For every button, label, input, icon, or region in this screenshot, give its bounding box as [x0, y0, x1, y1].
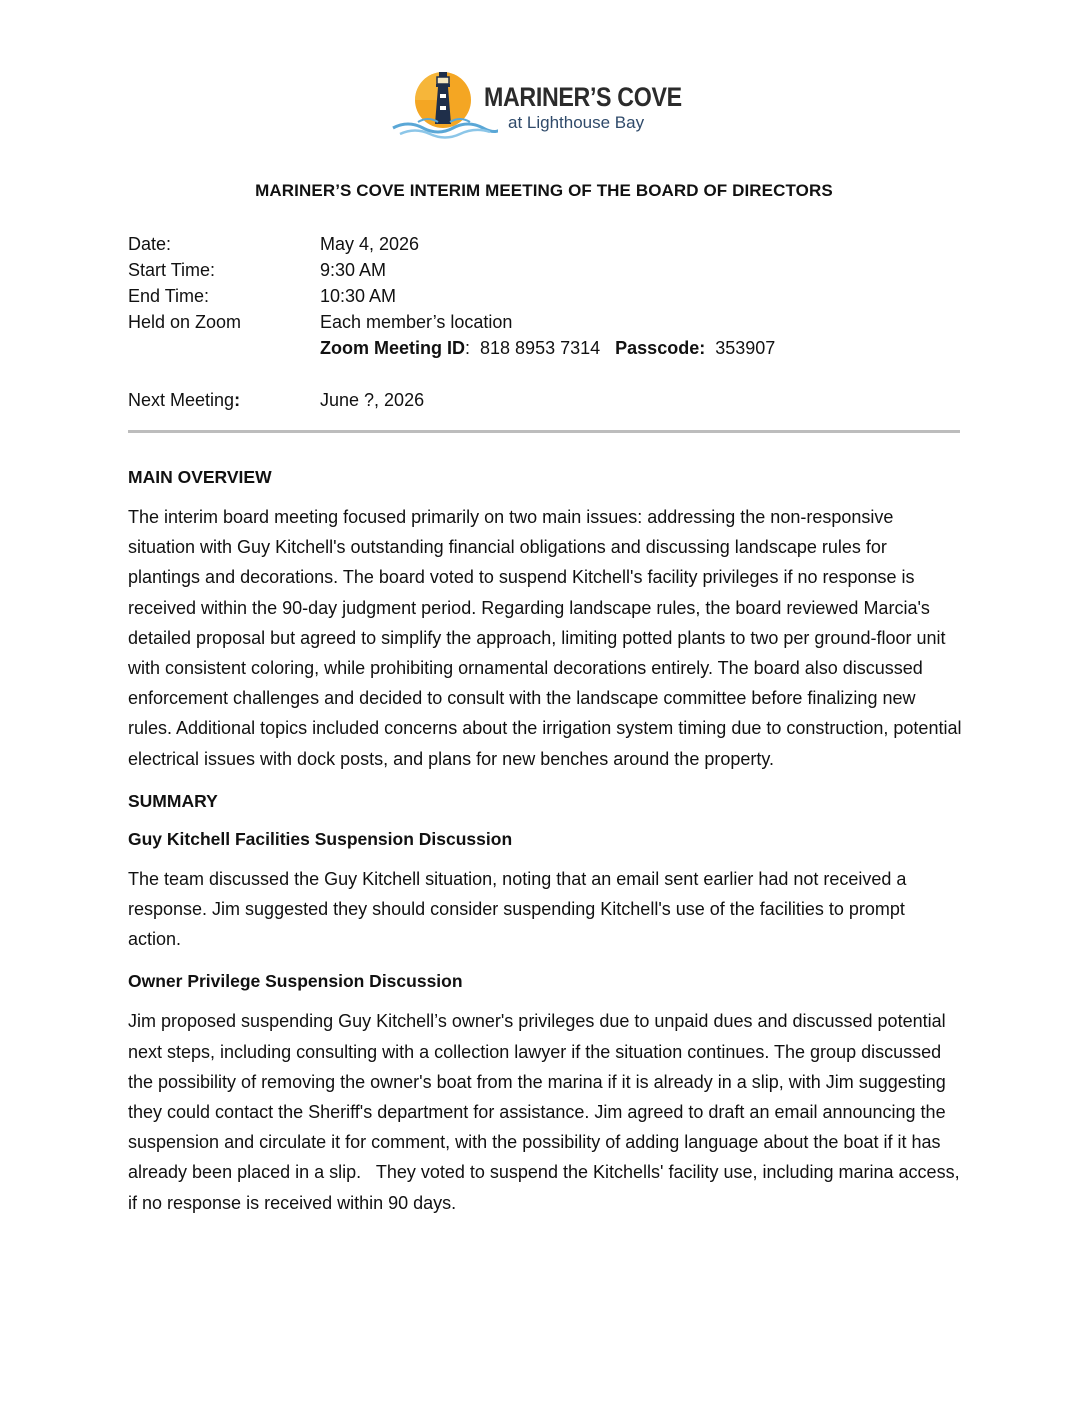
next-meeting-label: Next Meeting: — [128, 390, 241, 410]
zoom-id-value: 818 8953 7314 — [480, 338, 601, 358]
location-value: Each member’s location — [320, 312, 513, 332]
logo-tagline: at Lighthouse Bay — [508, 113, 645, 132]
date-label: Date: — [128, 234, 172, 254]
start-time-label: Start Time: — [128, 260, 216, 280]
end-time-label: End Time: — [128, 286, 210, 306]
location-label: Held on Zoom — [128, 312, 242, 332]
logo-title: MARINER’S COVE — [484, 82, 682, 112]
end-time-value: 10:30 AM — [320, 286, 397, 306]
passcode-value: 353907 — [715, 338, 776, 358]
zoom-details: Zoom Meeting ID: 818 8953 7314 Passcode: 353907 — [320, 338, 776, 358]
section-text: Jim proposed suspending Guy Kitchell’s owner's privileges due to unpaid dues and discussed potential next steps, including consulting with a collection lawyer if the situation continues. The group discussed the possibility of removing the owner's boat from the marina if it is already in a slip, with Jim suggesting they could contact the Sheriff's department for assistance. Jim agreed to draft an email announcing the suspension and circulate it for comment, with the possibility of adding language about the boat if it has already been placed in a slip. They voted to suspend the Kitchells' facility use, including marina access, if no response is received within 90 days. — [128, 1011, 965, 1213]
section-text: The team discussed the Guy Kitchell situation, noting that an email sent earlier had not received a response. Jim suggested they should consider suspending Kitchell's use of the facilities to prompt action. — [128, 868, 907, 950]
next-meeting-value: June ?, 2026 — [320, 390, 425, 410]
divider — [128, 430, 960, 433]
start-time-value: 9:30 AM — [320, 260, 387, 280]
document-title: MARINER’S COVE INTERIM MEETING OF THE BOARD OF DIRECTORS — [255, 181, 833, 200]
logo — [388, 62, 682, 142]
section-heading: Owner Privilege Suspension Discussion — [128, 971, 463, 992]
zoom-id-label: Zoom Meeting ID — [320, 338, 465, 358]
passcode-label: Passcode: — [615, 338, 706, 358]
section-heading: Guy Kitchell Facilities Suspension Discussion — [128, 828, 513, 849]
date-value: May 4, 2026 — [320, 234, 420, 254]
minutes-body — [128, 464, 965, 1232]
summary-heading: SUMMARY — [128, 790, 218, 811]
overview-heading: MAIN OVERVIEW — [128, 467, 272, 487]
lighthouse-logo-icon — [388, 62, 498, 142]
overview-text: The interim board meeting focused primarily on two main issues: addressing the non-responsive situation with Guy Kitchell's outstanding financial obligations and discussing landscape rules for plantings and decorations. The board voted to suspend Kitchell's facility privileges if no response is received within the 90-day judgment period. Regarding landscape rules, the board reviewed Marcia's detailed proposal but agreed to simplify the approach, limiting potted plants to two per ground-floor unit with consistent coloring, while prohibiting ornamental decorations entirely. The board also discussed enforcement challenges and decided to consult with the landscape committee before finalizing new rules. Additional topics included concerns about the irrigation system timing due to construction, potential electrical issues with dock posts, and plans for new benches around the property. — [128, 507, 962, 769]
